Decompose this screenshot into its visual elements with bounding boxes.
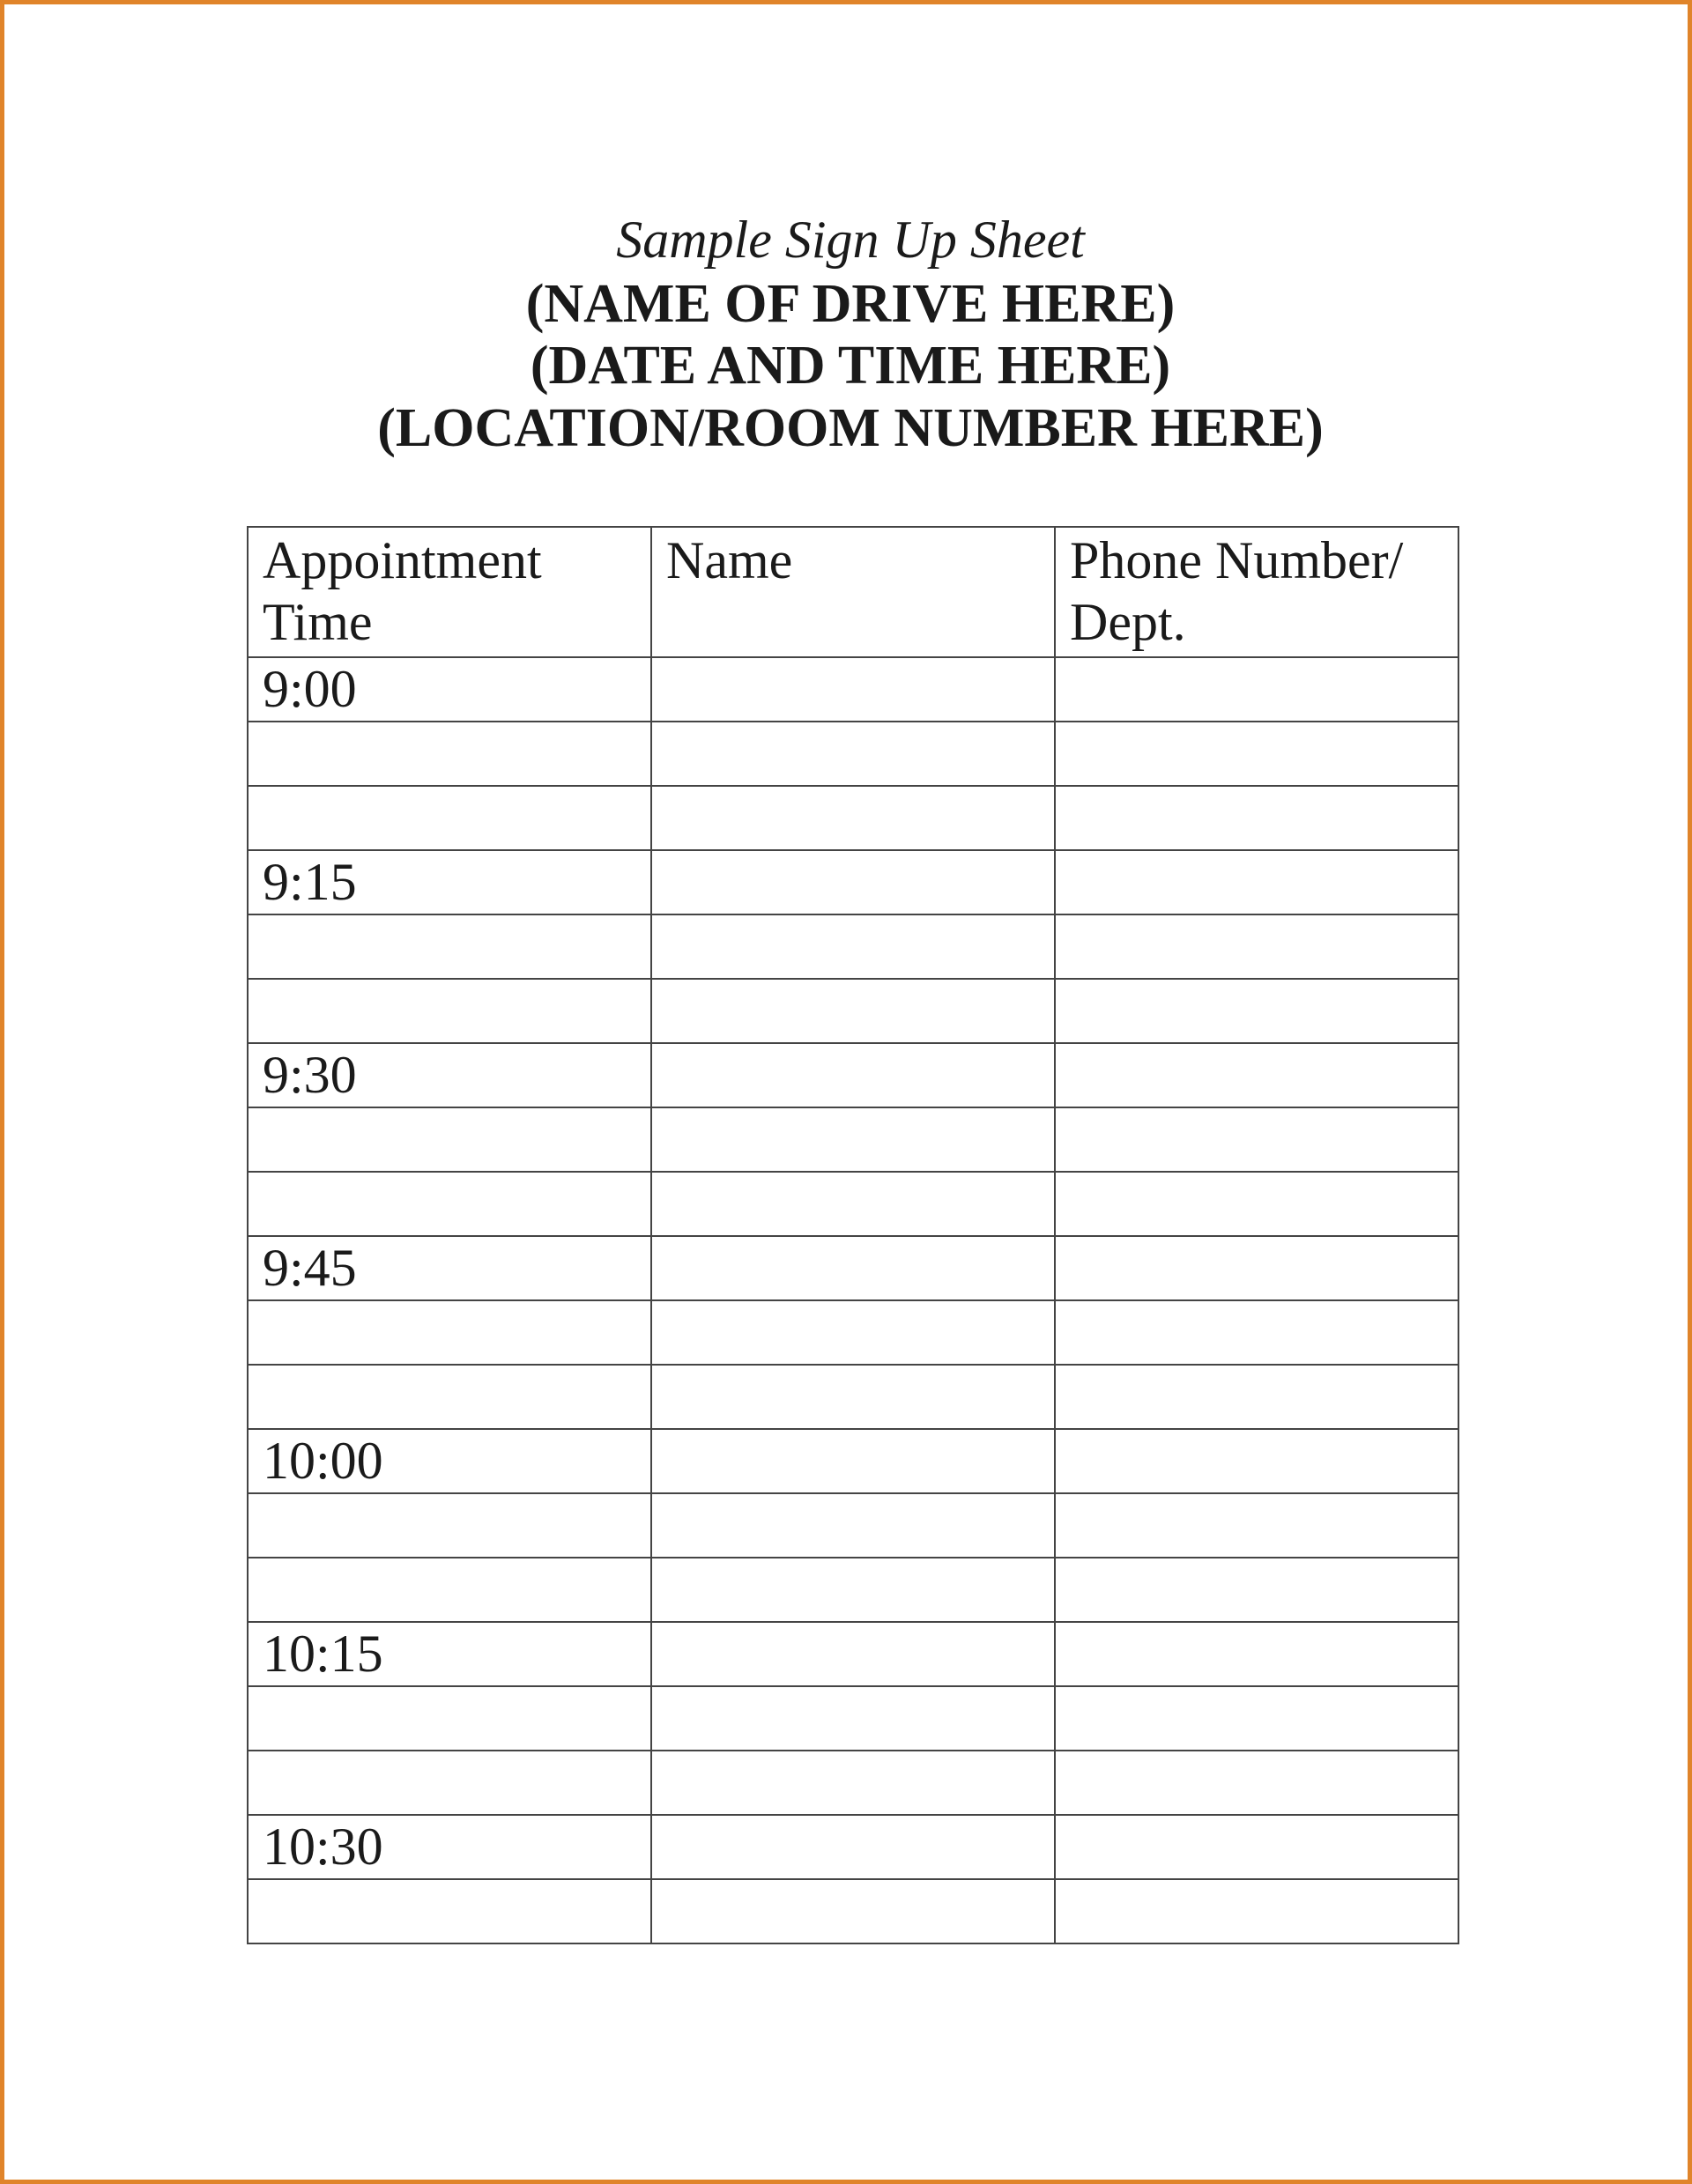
phone-dept-entry-cell[interactable]	[1055, 850, 1458, 914]
title-location: (LOCATION/ROOM NUMBER HERE)	[377, 398, 1324, 458]
table-row	[248, 1815, 1458, 1879]
table-row	[248, 1879, 1458, 1943]
header-phone-label: Phone Number/	[1070, 531, 1404, 589]
header-phone-dept	[1055, 527, 1458, 657]
time-blank-cell	[248, 914, 651, 979]
name-entry-cell[interactable]	[651, 1429, 1055, 1493]
time-slot-cell: 10:00	[248, 1429, 651, 1493]
phone-dept-entry-cell[interactable]	[1055, 1686, 1458, 1751]
name-entry-cell[interactable]	[651, 1558, 1055, 1622]
phone-dept-entry-cell[interactable]	[1055, 1107, 1458, 1172]
phone-dept-entry-cell[interactable]	[1055, 1815, 1458, 1879]
name-entry-cell[interactable]	[651, 786, 1055, 850]
time-slot-cell: 9:45	[248, 1236, 651, 1300]
phone-dept-entry-cell[interactable]	[1055, 1300, 1458, 1365]
name-entry-cell[interactable]	[651, 1236, 1055, 1300]
phone-dept-entry-cell[interactable]	[1055, 786, 1458, 850]
phone-dept-entry-cell[interactable]	[1055, 1558, 1458, 1622]
phone-dept-entry-cell[interactable]	[1055, 979, 1458, 1043]
time-blank-cell	[248, 1300, 651, 1365]
phone-dept-entry-cell[interactable]	[1055, 1622, 1458, 1686]
name-entry-cell[interactable]	[651, 1686, 1055, 1751]
phone-dept-entry-cell[interactable]	[1055, 722, 1458, 786]
phone-dept-entry-cell[interactable]	[1055, 1172, 1458, 1236]
time-blank-cell	[248, 1751, 651, 1815]
sheet-subtitle: Sample Sign Up Sheet	[616, 211, 1085, 269]
table-row	[248, 1493, 1458, 1558]
time-blank-cell	[248, 1172, 651, 1236]
table-row	[248, 1300, 1458, 1365]
time-blank-cell	[248, 1558, 651, 1622]
time-blank-cell	[248, 1879, 651, 1943]
title-date-time: (DATE AND TIME HERE)	[530, 336, 1171, 396]
name-entry-cell[interactable]	[651, 1300, 1055, 1365]
name-entry-cell[interactable]	[651, 657, 1055, 722]
name-entry-cell[interactable]	[651, 1043, 1055, 1107]
time-blank-cell	[248, 786, 651, 850]
phone-dept-entry-cell[interactable]	[1055, 1879, 1458, 1943]
phone-dept-entry-cell[interactable]	[1055, 914, 1458, 979]
title-drive-name: (NAME OF DRIVE HERE)	[525, 274, 1176, 334]
time-slot-cell: 9:15	[248, 850, 651, 914]
signup-table-body	[248, 657, 1458, 1943]
name-entry-cell[interactable]	[651, 1493, 1055, 1558]
header-appointment-time	[248, 527, 651, 657]
table-row	[248, 979, 1458, 1043]
table-row	[248, 914, 1458, 979]
table-row	[248, 850, 1458, 914]
name-entry-cell[interactable]	[651, 722, 1055, 786]
phone-dept-entry-cell[interactable]	[1055, 1493, 1458, 1558]
phone-dept-entry-cell[interactable]	[1055, 657, 1458, 722]
phone-dept-entry-cell[interactable]	[1055, 1043, 1458, 1107]
table-row	[248, 1558, 1458, 1622]
header-name	[651, 527, 1055, 657]
table-row	[248, 1365, 1458, 1429]
header-dept-label: Dept.	[1070, 593, 1186, 651]
name-entry-cell[interactable]	[651, 979, 1055, 1043]
time-slot-cell: 10:30	[248, 1815, 651, 1879]
table-row	[248, 1429, 1458, 1493]
table-row	[248, 1751, 1458, 1815]
time-slot-cell: 9:30	[248, 1043, 651, 1107]
table-row	[248, 786, 1458, 850]
phone-dept-entry-cell[interactable]	[1055, 1236, 1458, 1300]
time-blank-cell	[248, 1493, 651, 1558]
table-row	[248, 722, 1458, 786]
time-slot-cell: 9:00	[248, 657, 651, 722]
header-appointment-label: Appointment	[263, 531, 542, 589]
name-entry-cell[interactable]	[651, 1879, 1055, 1943]
name-entry-cell[interactable]	[651, 1365, 1055, 1429]
name-entry-cell[interactable]	[651, 1107, 1055, 1172]
name-entry-cell[interactable]	[651, 914, 1055, 979]
phone-dept-entry-cell[interactable]	[1055, 1751, 1458, 1815]
time-blank-cell	[248, 1686, 651, 1751]
header-name-label: Name	[666, 531, 793, 589]
name-entry-cell[interactable]	[651, 1622, 1055, 1686]
signup-table	[247, 526, 1459, 1944]
time-blank-cell	[248, 1365, 651, 1429]
table-row	[248, 1107, 1458, 1172]
table-row	[248, 1236, 1458, 1300]
header-time-label: Time	[263, 593, 373, 651]
phone-dept-entry-cell[interactable]	[1055, 1365, 1458, 1429]
name-entry-cell[interactable]	[651, 1751, 1055, 1815]
name-entry-cell[interactable]	[651, 850, 1055, 914]
phone-dept-entry-cell[interactable]	[1055, 1429, 1458, 1493]
table-header-row	[248, 527, 1458, 657]
time-blank-cell	[248, 979, 651, 1043]
time-slot-cell: 10:15	[248, 1622, 651, 1686]
time-blank-cell	[248, 1107, 651, 1172]
table-row	[248, 657, 1458, 722]
table-row	[248, 1686, 1458, 1751]
table-row	[248, 1622, 1458, 1686]
name-entry-cell[interactable]	[651, 1815, 1055, 1879]
table-row	[248, 1172, 1458, 1236]
name-entry-cell[interactable]	[651, 1172, 1055, 1236]
time-blank-cell	[248, 722, 651, 786]
table-row	[248, 1043, 1458, 1107]
